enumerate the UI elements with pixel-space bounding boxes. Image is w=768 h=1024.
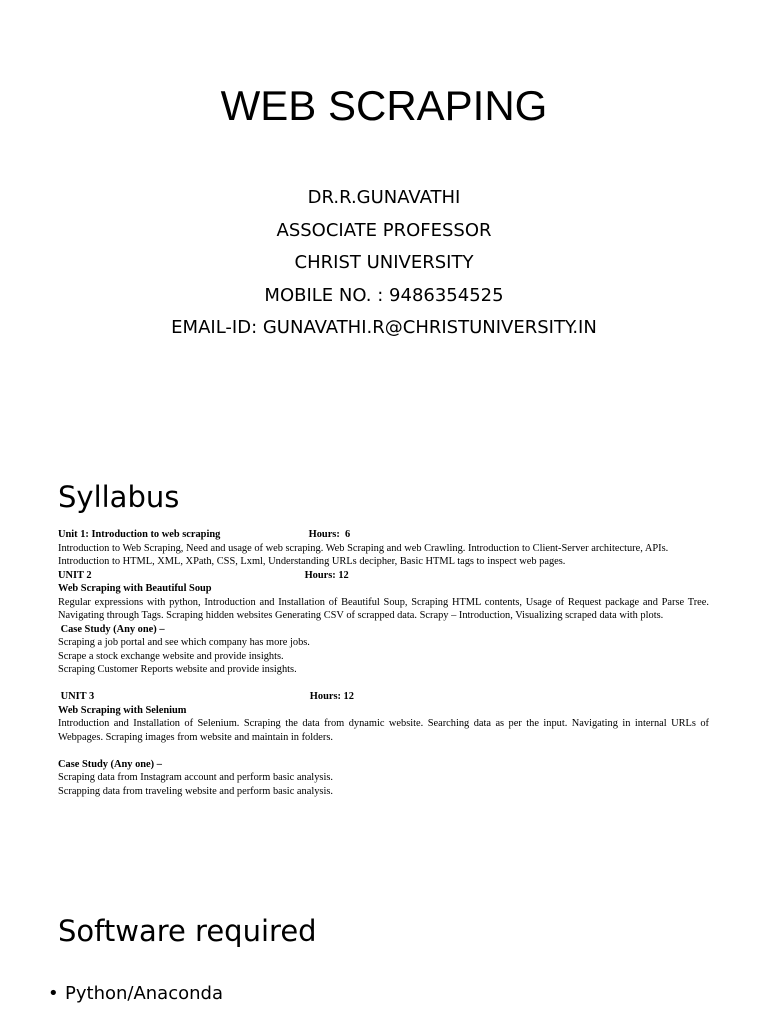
author-designation: ASSOCIATE PROFESSOR — [276, 219, 492, 241]
software-slide — [0, 880, 768, 1024]
unit1-header: Unit 1: Introduction to web scraping Hours: 6 — [58, 529, 351, 540]
software-name: Python/Anaconda — [65, 983, 223, 1004]
syllabus-body — [58, 528, 709, 798]
unit3-case-item: Scrapping data from traveling website and perform basic analysis. — [58, 785, 333, 797]
unit2-case-item: Scrape a stock exchange website and provide insights. — [58, 650, 284, 662]
author-mobile: MOBILE NO. : 9486354525 — [264, 284, 504, 306]
unit1-paragraph: Introduction to Web Scraping, Need and usage of web scraping. Web Scraping and web Crawling. Introduction to Client-Server architecture, APIs. — [58, 542, 669, 554]
unit3-header: UNIT 3 Hours: 12 — [58, 691, 354, 702]
unit3-paragraph: Introduction and Installation of Selenium. Scraping the data from dynamic website. Searching data as per the input. Navigating in internal URLs of Webpages. Scraping images from website and maintain in folders. — [58, 718, 709, 743]
author-email: EMAIL-ID: GUNAVATHI.R@CHRISTUNIVERSITY.IN — [171, 317, 597, 338]
unit3-case-title: Case Study (Any one) – — [58, 758, 162, 770]
author-institution: CHRIST UNIVERSITY — [294, 252, 474, 273]
spacer — [58, 744, 709, 758]
unit2-paragraph: Regular expressions with python, Introduction and Installation of Beautiful Soup, Scraping HTML contents, Usage of Request package and Parse Tree. Navigating through Tags. Scraping hidden websites Generating CSV of scrapped data. Scrapy – Introduction, Visualizing scraped data with plots. — [58, 596, 709, 621]
unit2-case-item: Scraping Customer Reports website and provide insights. — [58, 664, 297, 675]
unit2-header: UNIT 2 Hours: 12 — [58, 569, 349, 581]
author-name: DR.R.GUNAVATHI — [307, 187, 461, 208]
unit2-case-title: Case Study (Any one) – — [58, 623, 165, 635]
contact-block — [0, 182, 768, 345]
title-slide — [0, 0, 768, 440]
spacer — [58, 677, 709, 691]
unit3-title: Web Scraping with Selenium — [58, 704, 187, 716]
syllabus-heading: Syllabus — [58, 480, 180, 514]
software-heading: Software required — [58, 914, 317, 948]
software-bullet-item — [48, 983, 223, 1004]
slide-title: WEB SCRAPING — [220, 82, 548, 129]
syllabus-slide — [0, 440, 768, 880]
unit3-case-item: Scraping data from Instagram account and perform basic analysis. — [58, 772, 333, 783]
unit2-case-item: Scraping a job portal and see which company has more jobs. — [58, 637, 310, 648]
bullet-icon: • — [48, 983, 59, 1004]
unit1-paragraph: Introduction to HTML, XML, XPath, CSS, Lxml, Understanding URLs decipher, Basic HTML tags to inspect web pages. — [58, 556, 566, 567]
unit2-title: Web Scraping with Beautiful Soup — [58, 583, 212, 594]
